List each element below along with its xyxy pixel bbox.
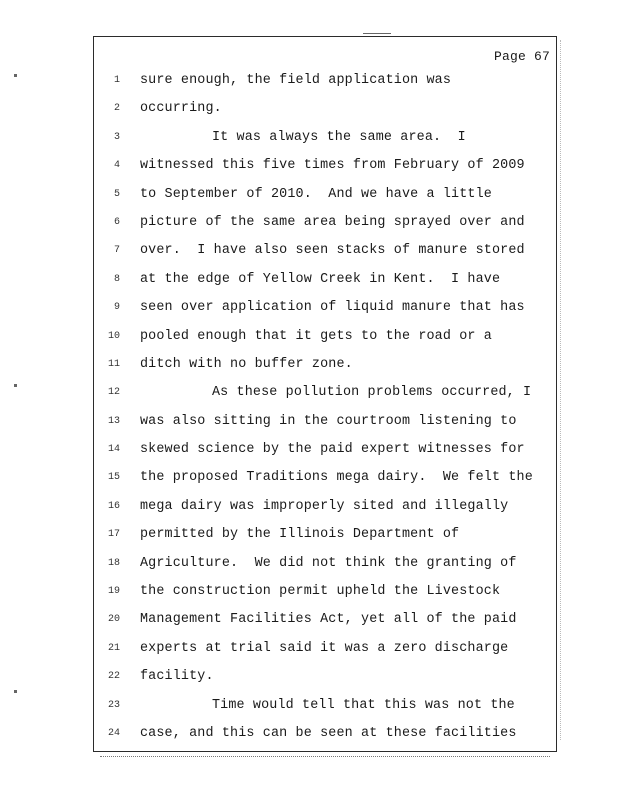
line-text: sure enough, the field application was [140, 73, 452, 88]
line-number: 13 [107, 415, 120, 427]
transcript-line [94, 124, 556, 152]
transcript-line [94, 294, 556, 322]
transcript-line [94, 692, 556, 720]
line-text: It was always the same area. I [212, 129, 466, 145]
line-text: experts at trial said it was a zero discharge [140, 640, 509, 656]
line-text: ditch with no buffer zone. [140, 356, 353, 372]
line-text: permitted by the Illinois Department of [140, 527, 460, 543]
line-number: 15 [107, 472, 120, 484]
scan-speck [14, 690, 17, 693]
line-number: 20 [107, 614, 120, 626]
scan-mark-bottom [100, 754, 550, 757]
scan-speck [14, 384, 17, 387]
line-number: 9 [113, 302, 120, 314]
line-text: picture of the same area being sprayed over and [140, 214, 525, 230]
transcript-line [94, 635, 556, 663]
line-text: at the edge of Yellow Creek in Kent. I have [140, 271, 501, 287]
line-number: 22 [107, 671, 120, 683]
line-number: 4 [113, 160, 120, 172]
line-number: 7 [113, 245, 120, 257]
line-text: pooled enough that it gets to the road or a [140, 328, 492, 344]
scan-speck [14, 74, 17, 77]
line-number: 6 [113, 216, 120, 228]
line-text: the proposed Traditions mega dairy. We felt the [140, 470, 533, 486]
transcript-line [94, 323, 556, 351]
line-number: 14 [107, 444, 120, 456]
line-text: to September of 2010. And we have a little [140, 186, 492, 202]
line-number: 5 [113, 188, 120, 200]
transcript-line [94, 95, 556, 123]
line-number: 10 [107, 330, 120, 342]
transcript-line [94, 408, 556, 436]
transcript-line [94, 720, 556, 748]
line-text: the construction permit upheld the Livestock [140, 584, 501, 600]
transcript-line [94, 266, 556, 294]
page-number: Page 67 [493, 49, 550, 64]
transcript-line [94, 550, 556, 578]
transcript-line [94, 379, 556, 407]
transcript-line [94, 493, 556, 521]
transcript-line [94, 209, 556, 237]
transcript-line [94, 578, 556, 606]
line-number: 24 [107, 727, 120, 739]
line-text: Agriculture. We did not think the granting of [140, 555, 517, 571]
line-text: facility. [140, 669, 214, 685]
line-number: 12 [107, 387, 120, 399]
line-text: Management Facilities Act, yet all of the paid [140, 612, 517, 628]
transcript-line [94, 351, 556, 379]
line-text: Time would tell that this was not the [212, 697, 515, 713]
line-text: As these pollution problems occurred, I [212, 385, 532, 401]
transcript-line [94, 663, 556, 691]
line-text: over. I have also seen stacks of manure stored [140, 243, 525, 259]
line-text: mega dairy was improperly sited and illegally [140, 498, 509, 514]
line-number: 3 [113, 131, 120, 143]
transcript-line [94, 436, 556, 464]
line-text: witnessed this five times from February of 2009 [140, 158, 525, 174]
line-text: occurring. [140, 101, 222, 117]
line-number: 19 [107, 586, 120, 598]
transcript-line [94, 606, 556, 634]
line-number: 16 [107, 500, 120, 512]
line-number: 2 [113, 103, 120, 115]
line-number: 17 [107, 529, 120, 541]
transcript-line [94, 237, 556, 265]
transcript-line [94, 464, 556, 492]
line-number: 23 [107, 699, 120, 711]
line-text: was also sitting in the courtroom listening to [140, 413, 517, 429]
transcript-line [94, 181, 556, 209]
line-number: 11 [107, 358, 120, 370]
scan-edge-right [560, 40, 563, 740]
transcript-line [94, 521, 556, 549]
transcript-page [93, 36, 557, 752]
line-number: 1 [113, 75, 120, 86]
transcript-line [94, 152, 556, 180]
line-text: skewed science by the paid expert witnesses for [140, 442, 525, 458]
line-number: 8 [113, 273, 120, 285]
line-number: 18 [107, 557, 120, 569]
line-number: 21 [107, 642, 120, 654]
line-text: seen over application of liquid manure that has [140, 300, 525, 316]
line-text: case, and this can be seen at these facilities [140, 725, 517, 741]
transcript-line [94, 67, 556, 95]
transcript-lines [94, 67, 556, 748]
